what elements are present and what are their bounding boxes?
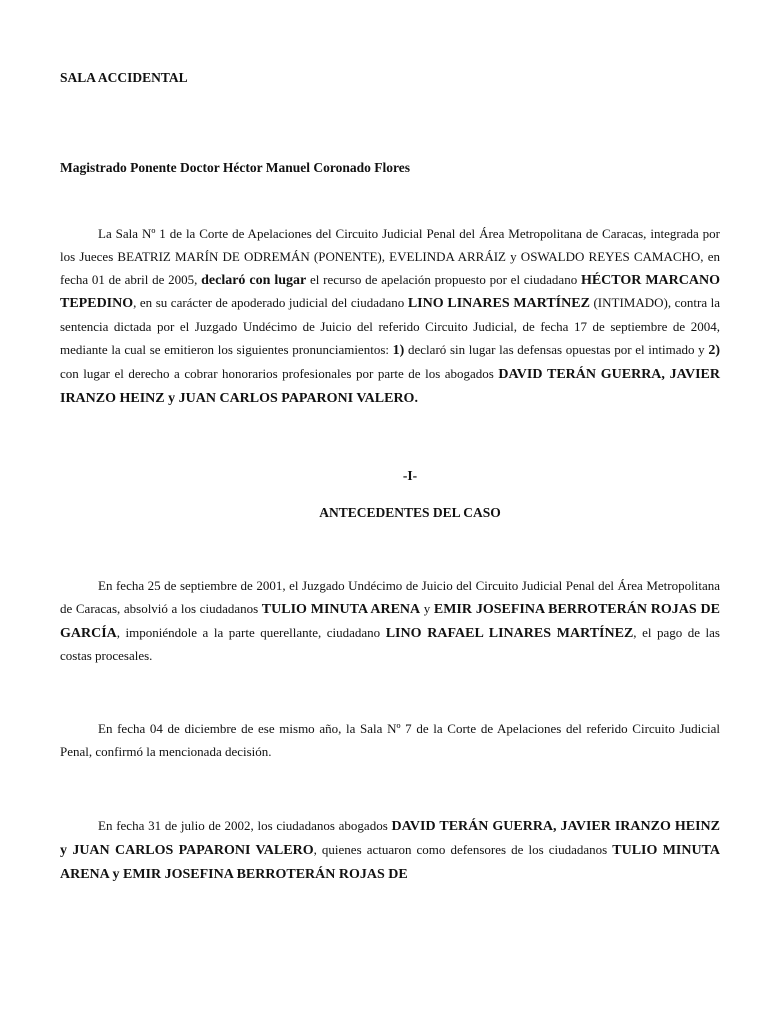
paragraph-text: En fecha 31 de julio de 2002, los ciudadanos abogados: [98, 818, 392, 833]
section-number: -I-: [402, 468, 418, 483]
paragraph-text: con lugar el derecho a cobrar honorarios profesionales por parte de los abogados: [60, 365, 499, 381]
paragraph-antecedentes-3: [60, 815, 720, 886]
bold-text: 2): [708, 342, 720, 358]
paragraph-text: , quienes actuaron como defensores de los ciudadanos: [313, 841, 613, 857]
paragraph-text: y: [420, 600, 434, 616]
bold-text: LINO RAFAEL LINARES MARTÍNEZ: [385, 625, 634, 641]
bold-text: DAVID TERÁN GUERRA, JAVIER IRANZO HEINZ y JUAN CARLOS PAPARONI VALERO.: [60, 366, 720, 406]
paragraph-antecedentes-2: [60, 718, 720, 764]
bold-text: declaró con lugar: [201, 272, 307, 288]
paragraph-text: el recurso de apelación propuesto por el ciudadano: [306, 271, 581, 287]
bold-text: LINO LINARES MARTÍNEZ: [407, 296, 590, 312]
bold-text: DAVID TERÁN GUERRA, JAVIER IRANZO HEINZ y JUAN CARLOS PAPARONI VALERO: [60, 819, 720, 858]
bold-text: TULIO MINUTA ARENA: [261, 601, 421, 617]
paragraph-text: En fecha 04 de diciembre de ese mismo año, la Sala Nº 7 de la Corte de Apelaciones del referido Circuito Judicial Penal, confirmó la mencionada decisión.: [60, 721, 720, 759]
paragraph-text: , en su carácter de apoderado judicial del ciudadano: [133, 295, 408, 311]
paragraph-text: declaró sin lugar las defensas opuestas por el intimado y: [404, 341, 709, 357]
paragraph-text: La Sala Nº 1 de la Corte de Apelaciones del Circuito Judicial Penal del Área Metropolitana de Caracas, integrada por los Jueces BEATRIZ MARÍN DE ODREMÁN (PONENTE), EVELINDA ARRÁIZ y OSWALDO REYES CAMACHO, en fecha 01 de abril de 2005,: [60, 226, 720, 287]
bold-text: 1): [392, 342, 405, 358]
bold-text: TULIO MINUTA ARENA y EMIR JOSEFINA BERROTERÁN ROJAS DE: [60, 842, 720, 882]
bold-text: HÉCTOR MARCANO TEPEDINO: [60, 272, 720, 312]
sala-heading: SALA ACCIDENTAL: [60, 70, 188, 85]
section-title: ANTECEDENTES DEL CASO: [319, 505, 501, 520]
paragraph-text: (INTIMADO), contra la sentencia dictada por el Juzgado Undécimo de Juicio del referido Circuito Judicial, de fecha 17 de septiembre de 2004, mediante la cual se emitieron los siguientes pronunciamientos:: [60, 295, 720, 357]
paragraph-text: En fecha 25 de septiembre de 2001, el Juzgado Undécimo de Juicio del Circuito Judicial Penal del Área Metropolitana de Caracas, absolvió a los ciudadanos: [60, 578, 720, 616]
paragraph-text: , el pago de las costas procesales.: [60, 624, 720, 664]
magistrado-heading: Magistrado Ponente Doctor Héctor Manuel Coronado Flores: [60, 160, 410, 175]
paragraph-intro: [60, 223, 720, 410]
paragraph-text: , imponiéndole a la parte querellante, ciudadano: [116, 624, 386, 640]
bold-text: EMIR JOSEFINA BERROTERÁN ROJAS DE GARCÍA: [60, 601, 721, 641]
paragraph-antecedentes-1: [60, 575, 720, 668]
